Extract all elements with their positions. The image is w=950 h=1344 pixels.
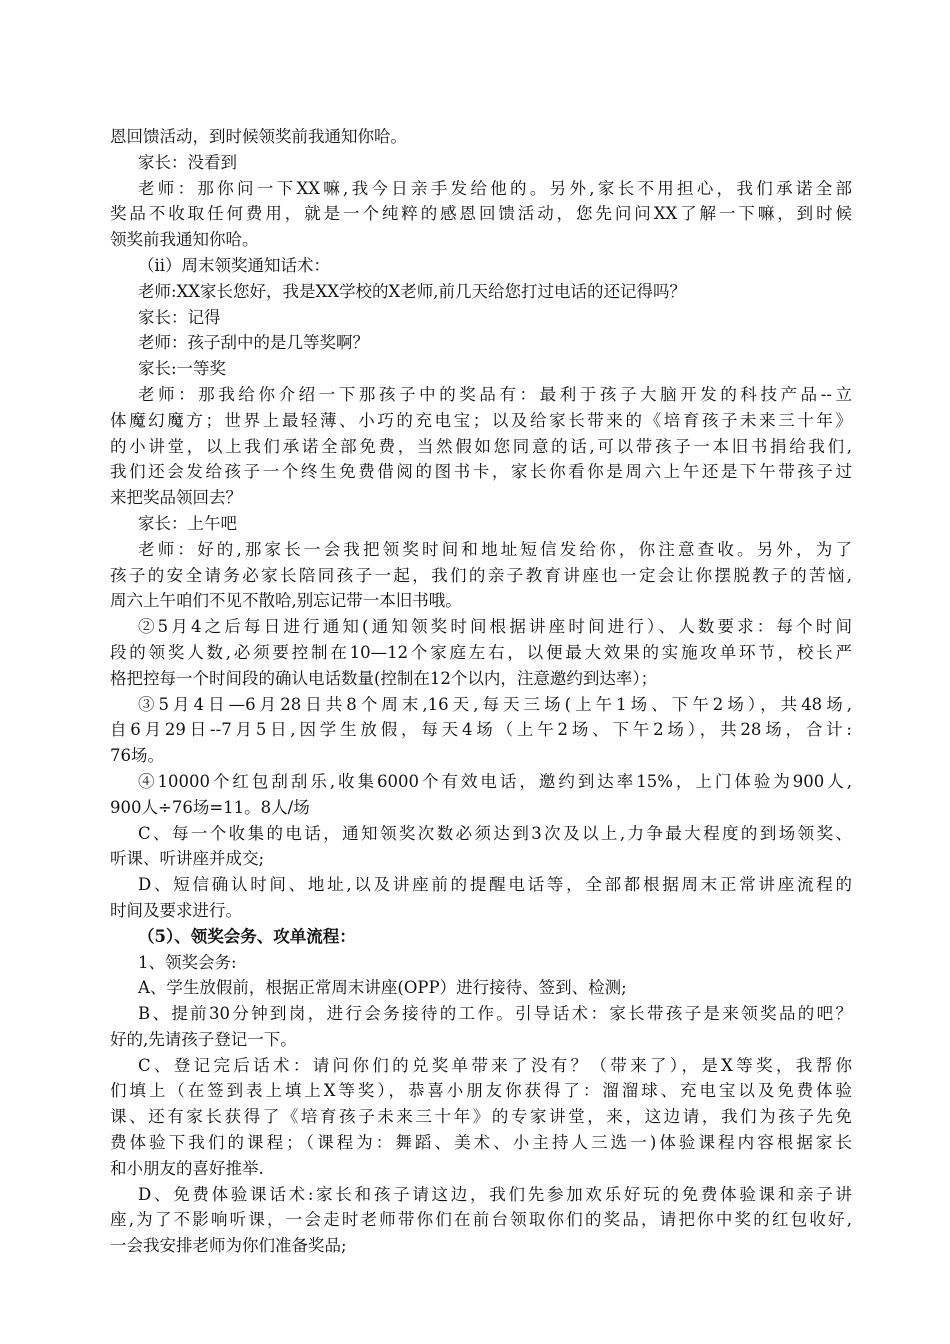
text-line: 课、还有家长获得了《培育孩子未来三十年》的专家讲堂，来，这边请，我们为孩子先免	[110, 1107, 852, 1127]
text-line: 体魔幻魔方；世界上最轻薄、小巧的充电宝；以及给家长带来的《培育孩子未来三十年》	[110, 410, 852, 430]
text-line: B、提前30分钟到岗，进行会务接待的工作。引导话术：家长带孩子是来领奖品的吧？	[138, 1004, 852, 1024]
text-line: D、短信确认时间、地址,以及讲座前的提醒电话等，全部都根据周末正常讲座流程的	[138, 875, 852, 895]
text-line: 好的,先请孩子登记一下。	[110, 1029, 297, 1049]
text-line: 格把控每一个时间段的确认电话数量(控制在12个以内，注意邀约到达率）；	[110, 668, 658, 688]
text-line: 1、领奖会务:	[138, 952, 237, 972]
text-line: ④10000个红包刮刮乐,收集6000个有效电话，邀约到达率15%，上门体验为900人,	[138, 771, 852, 791]
text-line: C、登记完后话术：请问你们的兑奖单带来了没有？（带来了），是X等奖，我帮你	[138, 1055, 852, 1075]
text-line: 座,为了不影响听课，一会走时老师带你们在前台领取你们的奖品，请把你中奖的红包收好,	[110, 1210, 852, 1230]
text-line: 家长：记得	[138, 307, 221, 327]
text-line: 家长:一等奖	[138, 359, 227, 379]
text-line: 家长：上午吧	[138, 513, 237, 533]
text-line: 时间及要求进行。	[110, 900, 242, 920]
text-line: 900人÷76场=11。8人/场	[110, 797, 310, 817]
text-line: A、学生放假前，根据正常周末讲座(OPP）进行接待、签到、检测;	[138, 978, 627, 998]
text-line: 周六上午咱们不见不散哈,别忘记带一本旧书哦。	[110, 591, 462, 611]
text-line: 一会我安排老师为你们准备奖品;	[110, 1236, 347, 1256]
text-line: 奖品不收取任何费用，就是一个纯粹的感恩回馈活动，您先问问XX了解一下嘛，到时候	[110, 204, 852, 224]
text-line: 领奖前我通知你哈。	[110, 230, 259, 250]
text-line: 段的领奖人数,必须要控制在10—12个家庭左右，以便最大效果的实施攻单环节，校长严	[110, 642, 852, 662]
text-line: 老师：好的,那家长一会我把领奖时间和地址短信发给你，你注意查收。另外，为了	[138, 539, 852, 559]
text-line: 来把奖品领回去？	[110, 488, 242, 508]
text-line: C、每一个收集的电话，通知领奖次数必须达到3次及以上,力争最大程度的到场领奖、	[138, 823, 852, 843]
document-page	[110, 124, 852, 1259]
text-line: 的小讲堂，以上我们承诺全部免费，当然假如您同意的话,可以带孩子一本旧书捐给我们,	[110, 436, 852, 456]
text-line: 和小朋友的喜好推举.	[110, 1158, 264, 1178]
text-line: 老师：孩子刮中的是几等奖啊？	[138, 333, 369, 353]
text-line: 们填上（在签到表上填上X等奖），恭喜小朋友你获得了：溜溜球、充电宝以及免费体验	[110, 1081, 852, 1101]
text-line: 家长：没看到	[138, 152, 237, 172]
text-line: 恩回馈活动，到时候领奖前我通知你哈。	[110, 127, 407, 146]
text-line: ③5月4日—6月28日共8个周末,16天,每天三场(上午1场、下午2场），共48场,	[138, 694, 852, 714]
text-line: 老师:XX家长您好，我是XX学校的X老师,前几天给您打过电话的还记得吗？	[138, 281, 687, 301]
section-heading: （5）、领奖会务、攻单流程：	[138, 926, 356, 946]
text-line: （ii）周末领奖通知话术：	[138, 255, 331, 275]
text-line: 听课、听讲座并成交;	[110, 849, 265, 869]
text-line: 自6月29日--7月5日,因学生放假，每天4场（上午2场、下午2场），共28场，合计:	[110, 720, 852, 740]
text-line: 老师：那你问一下XX嘛,我今日亲手发给他的。另外,家长不用担心，我们承诺全部	[138, 178, 852, 198]
text-line: 老师：那我给你介绍一下那孩子中的奖品有：最利于孩子大脑开发的科技产品--立	[138, 384, 852, 404]
text-line: 孩子的安全请务必家长陪同孩子一起，我们的亲子教育讲座也一定会让你摆脱教子的苦恼,	[110, 565, 852, 585]
text-line: D、免费体验课话术:家长和孩子请这边，我们先参加欢乐好玩的免费体验课和亲子讲	[138, 1184, 852, 1204]
text-line: 费体验下我们的课程；（课程为：舞蹈、美术、小主持人三选一)体验课程内容根据家长	[110, 1133, 852, 1153]
text-line: 我们还会发给孩子一个终生免费借阅的图书卡，家长你看你是周六上午还是下午带孩子过	[110, 462, 852, 482]
text-line: 76场。	[110, 746, 164, 766]
text-line: ②5月4之后每日进行通知(通知领奖时间根据讲座时间进行）、人数要求：每个时间	[138, 617, 852, 637]
